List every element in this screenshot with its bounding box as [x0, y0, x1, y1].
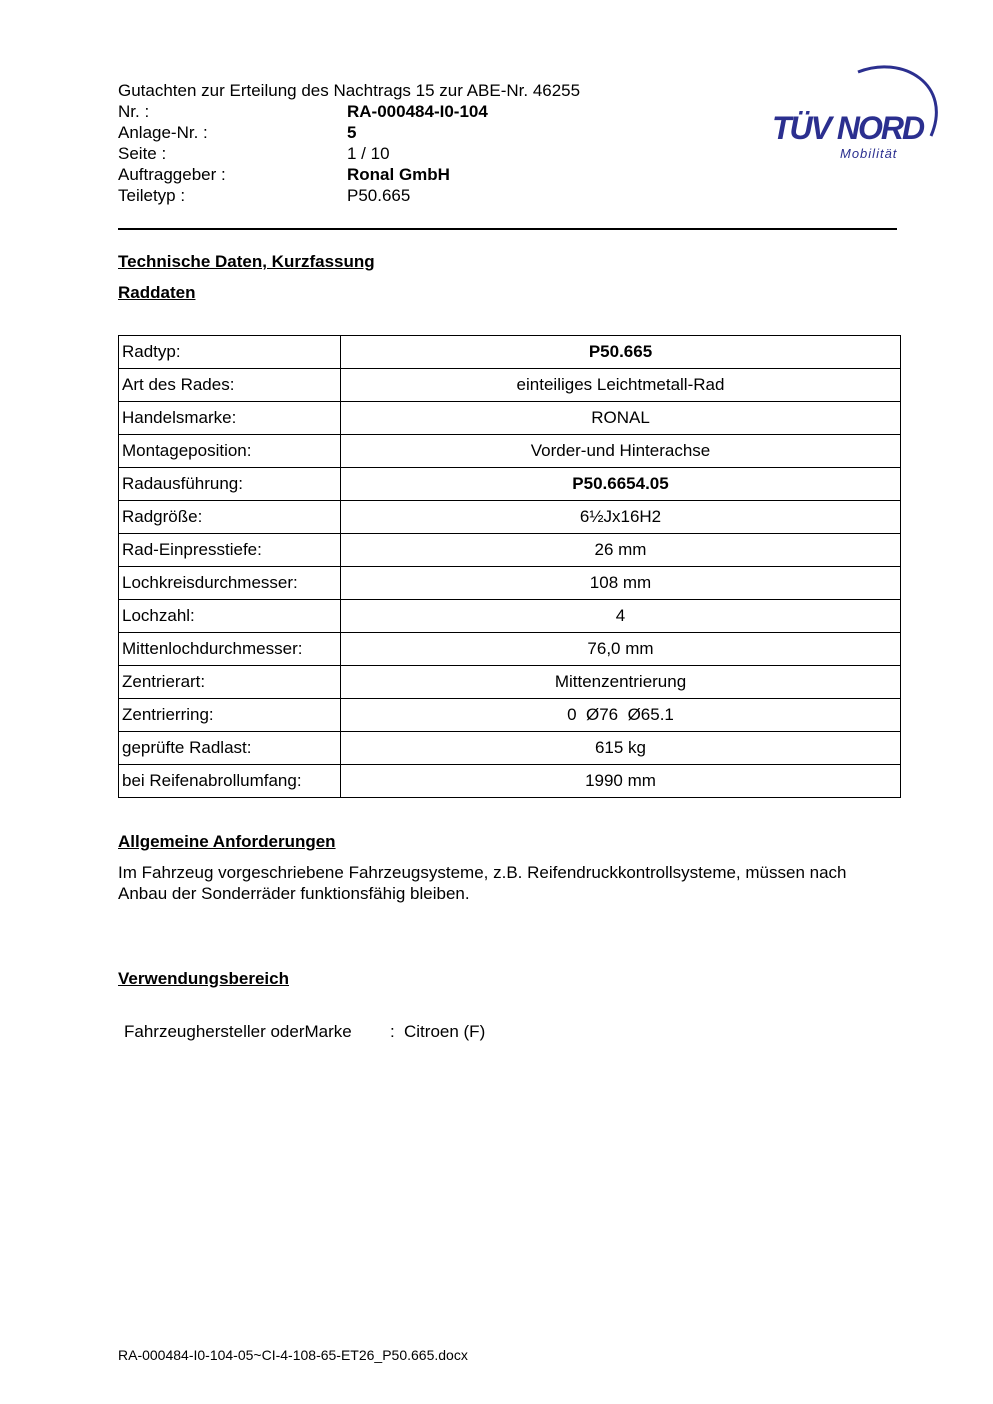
meta-row-anlage — [118, 122, 758, 143]
allgemein-heading: Allgemeine Anforderungen — [118, 832, 336, 851]
document-title: Gutachten zur Erteilung des Nachtrags 15 zur ABE-Nr. 46255 — [118, 81, 581, 100]
table-row — [119, 633, 901, 666]
row-label: Radgröße: — [119, 501, 341, 534]
row-label: Handelsmarke: — [119, 402, 341, 435]
meta-value: 1 / 10 — [347, 144, 390, 163]
row-label: Mittenlochdurchmesser: — [119, 633, 341, 666]
row-value: P50.6654.05 — [341, 468, 901, 501]
logo-brand-text: TÜV NORD — [772, 110, 924, 146]
row-label: Lochzahl: — [119, 600, 341, 633]
table-row — [119, 567, 901, 600]
meta-value: RA-000484-I0-104 — [347, 102, 488, 121]
document-header — [118, 80, 758, 206]
usage-row — [124, 1022, 485, 1042]
row-value: 26 mm — [341, 534, 901, 567]
verwendung-heading: Verwendungsbereich — [118, 969, 289, 988]
raddaten-heading: Raddaten — [118, 283, 196, 302]
table-row — [119, 435, 901, 468]
table-row — [119, 534, 901, 567]
row-label: Radtyp: — [119, 336, 341, 369]
row-label: Rad-Einpresstiefe: — [119, 534, 341, 567]
meta-row-teiletyp — [118, 185, 758, 206]
row-label: Art des Rades: — [119, 369, 341, 402]
row-value: einteiliges Leichtmetall-Rad — [341, 369, 901, 402]
table-row — [119, 666, 901, 699]
table-row — [119, 732, 901, 765]
table-row — [119, 369, 901, 402]
meta-key: Auftraggeber : — [118, 165, 226, 184]
meta-row-auftraggeber — [118, 164, 758, 185]
row-value: 0 Ø76 Ø65.1 — [341, 699, 901, 732]
usage-key: Fahrzeughersteller oderMarke — [124, 1022, 352, 1041]
row-value: RONAL — [341, 402, 901, 435]
row-label: Zentrierart: — [119, 666, 341, 699]
meta-value: 5 — [347, 123, 357, 142]
row-label: Lochkreisdurchmesser: — [119, 567, 341, 600]
row-value: 108 mm — [341, 567, 901, 600]
meta-key: Seite : — [118, 144, 167, 163]
usage-value: Citroen (F) — [404, 1022, 486, 1041]
row-label: geprüfte Radlast: — [119, 732, 341, 765]
logo-sub-text: Mobilität — [840, 146, 898, 161]
row-label: Montageposition: — [119, 435, 341, 468]
footer-filename: RA-000484-I0-104-05~CI-4-108-65-ET26_P50.665.docx — [118, 1347, 468, 1363]
meta-key: Anlage-Nr. : — [118, 123, 208, 142]
row-value: 76,0 mm — [341, 633, 901, 666]
row-label: Radausführung: — [119, 468, 341, 501]
tech-heading: Technische Daten, Kurzfassung — [118, 252, 375, 271]
meta-key: Nr. : — [118, 102, 150, 121]
table-row — [119, 600, 901, 633]
allgemein-text: Im Fahrzeug vorgeschriebene Fahrzeugsysteme, z.B. Reifendruckkontrollsysteme, müssen nach Anbau der Sonderräder funktionsfähig bleiben. — [118, 863, 847, 903]
tuv-nord-logo — [768, 60, 948, 170]
row-value: 615 kg — [341, 732, 901, 765]
row-value: 1990 mm — [341, 765, 901, 798]
table-row — [119, 501, 901, 534]
usage-separator: : — [390, 1022, 395, 1041]
meta-row-nr — [118, 101, 758, 122]
header-divider — [118, 228, 897, 230]
row-value: 6½Jx16H2 — [341, 501, 901, 534]
row-value: 4 — [341, 600, 901, 633]
raddaten-table — [118, 335, 901, 798]
tuv-nord-logo-graphic — [768, 60, 948, 170]
table-row — [119, 765, 901, 798]
meta-key: Teiletyp : — [118, 186, 186, 205]
row-label: Zentrierring: — [119, 699, 341, 732]
table-row — [119, 402, 901, 435]
table-row — [119, 699, 901, 732]
row-value: P50.665 — [341, 336, 901, 369]
meta-row-seite — [118, 143, 758, 164]
row-value: Mittenzentrierung — [341, 666, 901, 699]
meta-value: P50.665 — [347, 186, 411, 205]
meta-value: Ronal GmbH — [347, 165, 450, 184]
row-label: bei Reifenabrollumfang: — [119, 765, 341, 798]
table-row — [119, 336, 901, 369]
table-row — [119, 468, 901, 501]
row-value: Vorder-und Hinterachse — [341, 435, 901, 468]
